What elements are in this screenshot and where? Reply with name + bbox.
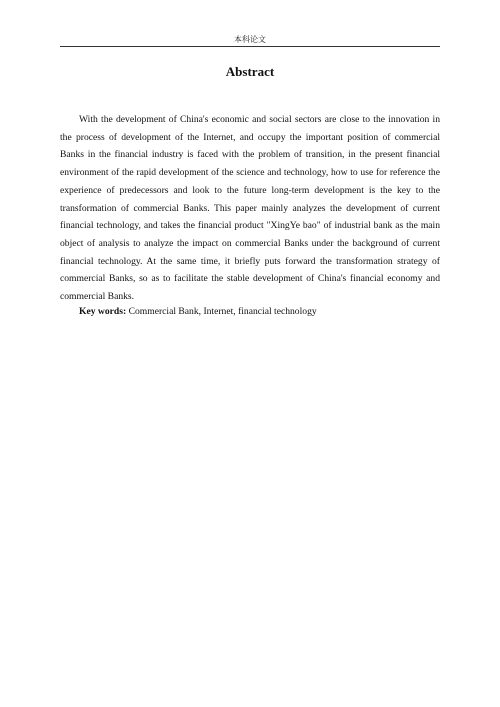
keywords-label: Key words: [79, 306, 127, 317]
abstract-body: With the development of China's economic and social sectors are close to the innovation in the process of development of the Internet, and occupy the important position of commercial Banks in the financial industry is faced with the problem of transition, in the present financial environment of the rapid development of the science and technology, how to use for reference the experience of predecessors and look to the future long-term development is the key to the transformation of commercial Banks. This paper mainly analyzes the development of current financial technology, and takes the financial product "XingYe bao" of industrial bank as the main object of analysis to analyze the impact on commercial Banks under the background of current financial technology. At the same time, it briefly puts forward the transformation strategy of commercial Banks, so as to facilitate the stable development of China's financial economy and commercial Banks. [60, 114, 440, 303]
keywords-line [60, 303, 440, 320]
running-header: 本科论文 [234, 35, 266, 44]
abstract-title: Abstract [225, 64, 275, 79]
keywords-value: Commercial Bank, Internet, financial technology [128, 306, 317, 317]
header-rule [60, 46, 440, 47]
